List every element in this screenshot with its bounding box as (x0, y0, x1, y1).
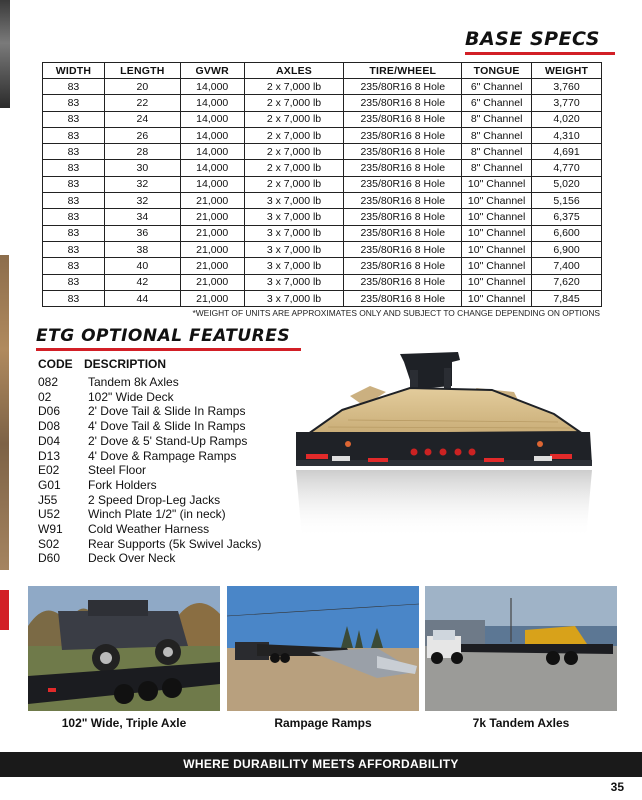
cell-weight: 6,375 (532, 209, 602, 225)
optional-features-title: ETG OPTIONAL FEATURES (36, 326, 291, 346)
cell-weight: 4,020 (532, 111, 602, 127)
base-specs-title: BASE SPECS (464, 28, 600, 50)
cell-axles: 2 x 7,000 lb (244, 127, 344, 143)
cell-gvwr: 14,000 (180, 95, 244, 111)
cell-length: 32 (104, 176, 180, 192)
cell-width: 83 (43, 127, 105, 143)
cell-length: 34 (104, 209, 180, 225)
cell-axles: 3 x 7,000 lb (244, 225, 344, 241)
cell-width: 83 (43, 209, 105, 225)
list-item (38, 449, 261, 464)
cell-tire-wheel: 235/80R16 8 Hole (344, 79, 462, 95)
cell-weight: 3,760 (532, 79, 602, 95)
cell-axles: 3 x 7,000 lb (244, 209, 344, 225)
cell-tongue: 6" Channel (462, 95, 532, 111)
cell-length: 38 (104, 241, 180, 257)
cell-tire-wheel: 235/80R16 8 Hole (344, 160, 462, 176)
option-code: 02 (38, 389, 52, 404)
cell-length: 24 (104, 111, 180, 127)
cell-tongue: 6" Channel (462, 79, 532, 95)
table-row (43, 241, 602, 257)
cell-weight: 6,600 (532, 225, 602, 241)
cell-axles: 3 x 7,000 lb (244, 241, 344, 257)
option-code: 082 (38, 375, 59, 389)
cell-weight: 5,020 (532, 176, 602, 192)
table-row (43, 258, 602, 274)
cell-weight: 5,156 (532, 193, 602, 209)
specs-footnote: *WEIGHT OF UNITS ARE APPROXIMATES ONLY AND SUBJECT TO CHANGE DEPENDING ON OPTIONS (192, 308, 600, 318)
table-row (43, 79, 602, 95)
cell-tongue: 10" Channel (462, 258, 532, 274)
code-column-label: CODE (38, 357, 73, 371)
cell-length: 40 (104, 258, 180, 274)
option-code: U52 (38, 507, 61, 522)
cell-tire-wheel: 235/80R16 8 Hole (344, 274, 462, 290)
list-item (38, 522, 261, 537)
cell-axles: 2 x 7,000 lb (244, 95, 344, 111)
list-item (38, 493, 261, 508)
cell-axles: 3 x 7,000 lb (244, 290, 344, 306)
photo-caption: 102" Wide, Triple Axle (61, 716, 187, 730)
cell-width: 83 (43, 95, 105, 111)
option-description: Winch Plate 1/2" (in neck) (88, 507, 226, 522)
cell-gvwr: 14,000 (180, 160, 244, 176)
cell-width: 83 (43, 225, 105, 241)
list-item (38, 404, 261, 419)
description-column-label: DESCRIPTION (84, 357, 167, 371)
cell-tire-wheel: 235/80R16 8 Hole (344, 241, 462, 257)
cell-axles: 2 x 7,000 lb (244, 160, 344, 176)
cell-length: 28 (104, 144, 180, 160)
cell-length: 36 (104, 225, 180, 241)
options-list (38, 375, 261, 566)
cell-tire-wheel: 235/80R16 8 Hole (344, 290, 462, 306)
cell-tongue: 8" Channel (462, 127, 532, 143)
table-row (43, 127, 602, 143)
option-description: Cold Weather Harness (88, 522, 210, 537)
cell-tongue: 10" Channel (462, 193, 532, 209)
option-description: Deck Over Neck (88, 551, 176, 566)
cell-length: 42 (104, 274, 180, 290)
list-item (38, 434, 261, 449)
cell-gvwr: 21,000 (180, 274, 244, 290)
cell-length: 20 (104, 79, 180, 95)
specs-table (42, 62, 602, 307)
cell-gvwr: 14,000 (180, 111, 244, 127)
cell-tongue: 10" Channel (462, 176, 532, 192)
option-description: 4' Dove Tail & Slide In Ramps (88, 419, 246, 434)
table-row (43, 95, 602, 111)
option-code: G01 (38, 477, 61, 492)
option-description: Tandem 8k Axles (88, 375, 179, 389)
col-gvwr: GVWR (180, 63, 244, 79)
cell-width: 83 (43, 241, 105, 257)
heading-underline (36, 348, 301, 351)
option-code: J55 (38, 492, 58, 507)
table-row (43, 176, 602, 192)
cell-tongue: 10" Channel (462, 241, 532, 257)
list-item (38, 419, 261, 434)
cell-tire-wheel: 235/80R16 8 Hole (344, 176, 462, 192)
cell-gvwr: 21,000 (180, 193, 244, 209)
cell-width: 83 (43, 258, 105, 274)
cell-length: 22 (104, 95, 180, 111)
cell-tire-wheel: 235/80R16 8 Hole (344, 258, 462, 274)
heading-underline (465, 52, 615, 55)
col-length: LENGTH (104, 63, 180, 79)
table-row (43, 193, 602, 209)
cell-width: 83 (43, 176, 105, 192)
photo-caption: 7k Tandem Axles (472, 716, 570, 730)
cell-weight: 7,620 (532, 274, 602, 290)
cell-tire-wheel: 235/80R16 8 Hole (344, 144, 462, 160)
cell-tongue: 10" Channel (462, 274, 532, 290)
cell-weight: 3,770 (532, 95, 602, 111)
photo-triple-axle (28, 586, 220, 711)
cell-weight: 4,310 (532, 127, 602, 143)
cell-gvwr: 14,000 (180, 176, 244, 192)
option-code: D13 (38, 448, 61, 463)
list-item (38, 537, 261, 552)
cell-weight: 7,400 (532, 258, 602, 274)
photo-rampage-ramps (227, 586, 419, 711)
option-description: Steel Floor (88, 463, 147, 478)
table-row (43, 111, 602, 127)
option-code: D08 (38, 419, 61, 434)
cell-gvwr: 21,000 (180, 209, 244, 225)
option-description: Fork Holders (88, 477, 157, 492)
cell-length: 26 (104, 127, 180, 143)
cell-tongue: 8" Channel (462, 111, 532, 127)
option-code: W91 (38, 522, 63, 537)
table-row (43, 160, 602, 176)
footer-tagline-bar: WHERE DURABILITY MEETS AFFORDABILITY (0, 752, 642, 777)
optional-features-heading (36, 326, 290, 346)
option-code: E02 (38, 463, 60, 478)
col-width: WIDTH (43, 63, 105, 79)
cell-gvwr: 14,000 (180, 127, 244, 143)
cell-axles: 3 x 7,000 lb (244, 193, 344, 209)
cell-width: 83 (43, 160, 105, 176)
cell-width: 83 (43, 274, 105, 290)
option-code: S02 (38, 536, 60, 551)
list-item (38, 375, 261, 390)
option-description: 102" Wide Deck (88, 389, 174, 404)
edge-photo-strip-lower (0, 255, 9, 570)
cell-axles: 2 x 7,000 lb (244, 176, 344, 192)
cell-width: 83 (43, 111, 105, 127)
cell-length: 30 (104, 160, 180, 176)
cell-weight: 4,691 (532, 144, 602, 160)
page-number: 35 (610, 780, 624, 794)
col-tongue: TONGUE (462, 63, 532, 79)
option-code: D04 (38, 433, 61, 448)
list-item (38, 463, 261, 478)
table-row (43, 144, 602, 160)
cell-tire-wheel: 235/80R16 8 Hole (344, 127, 462, 143)
col-weight: WEIGHT (532, 63, 602, 79)
photo-tandem-axles (425, 586, 617, 711)
cell-tongue: 8" Channel (462, 160, 532, 176)
cell-tire-wheel: 235/80R16 8 Hole (344, 193, 462, 209)
option-description: Rear Supports (5k Swivel Jacks) (88, 536, 262, 551)
photo-caption: Rampage Ramps (274, 716, 372, 730)
option-description: 2 Speed Drop-Leg Jacks (88, 492, 221, 507)
cell-width: 83 (43, 144, 105, 160)
cell-width: 83 (43, 193, 105, 209)
cell-gvwr: 21,000 (180, 225, 244, 241)
option-description: 4' Dove & Rampage Ramps (88, 448, 237, 463)
cell-length: 32 (104, 193, 180, 209)
cell-tongue: 10" Channel (462, 209, 532, 225)
list-item (38, 551, 261, 566)
specs-header-row (43, 63, 602, 79)
cell-tongue: 8" Channel (462, 144, 532, 160)
cell-weight: 6,900 (532, 241, 602, 257)
list-item (38, 478, 261, 493)
gooseneck-trailer-image (288, 348, 603, 548)
cell-tire-wheel: 235/80R16 8 Hole (344, 209, 462, 225)
table-row (43, 225, 602, 241)
edge-photo-strip (0, 0, 10, 108)
list-item (38, 507, 261, 522)
cell-tongue: 10" Channel (462, 225, 532, 241)
cell-gvwr: 21,000 (180, 290, 244, 306)
option-description: 2' Dove & 5' Stand-Up Ramps (88, 433, 248, 448)
cell-gvwr: 14,000 (180, 144, 244, 160)
table-row (43, 274, 602, 290)
options-header (38, 357, 174, 371)
edge-red-tab (0, 590, 9, 630)
cell-gvwr: 21,000 (180, 258, 244, 274)
option-code: D60 (38, 551, 61, 566)
col-axles: AXLES (244, 63, 344, 79)
cell-axles: 2 x 7,000 lb (244, 144, 344, 160)
col-tire-wheel: TIRE/WHEEL (344, 63, 462, 79)
cell-axles: 3 x 7,000 lb (244, 274, 344, 290)
cell-tire-wheel: 235/80R16 8 Hole (344, 95, 462, 111)
cell-width: 83 (43, 79, 105, 95)
cell-weight: 7,845 (532, 290, 602, 306)
cell-axles: 2 x 7,000 lb (244, 111, 344, 127)
cell-weight: 4,770 (532, 160, 602, 176)
cell-gvwr: 21,000 (180, 241, 244, 257)
cell-tire-wheel: 235/80R16 8 Hole (344, 225, 462, 241)
cell-tongue: 10" Channel (462, 290, 532, 306)
cell-axles: 3 x 7,000 lb (244, 258, 344, 274)
table-row (43, 209, 602, 225)
option-description: 2' Dove Tail & Slide In Ramps (88, 404, 246, 419)
cell-gvwr: 14,000 (180, 79, 244, 95)
cell-axles: 2 x 7,000 lb (244, 79, 344, 95)
option-code: D06 (38, 404, 61, 419)
base-specs-heading (465, 28, 600, 50)
cell-width: 83 (43, 290, 105, 306)
cell-length: 44 (104, 290, 180, 306)
list-item (38, 390, 261, 405)
table-row (43, 290, 602, 306)
cell-tire-wheel: 235/80R16 8 Hole (344, 111, 462, 127)
